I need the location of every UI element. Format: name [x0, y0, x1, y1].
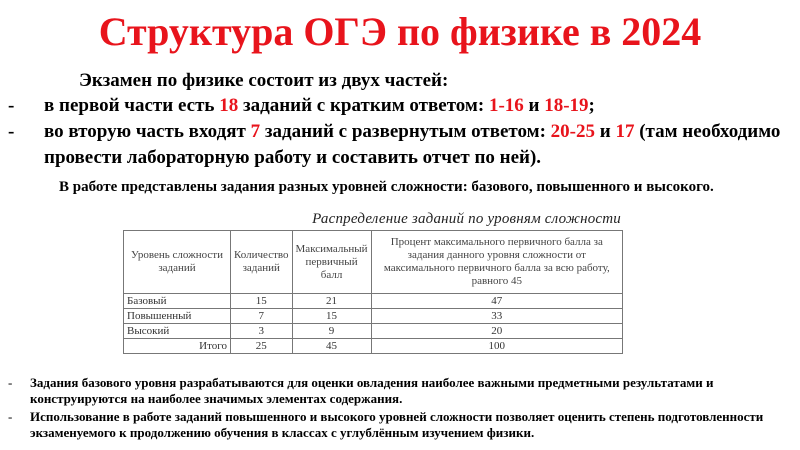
cell-percent: 47	[371, 294, 622, 309]
cell-count: 7	[231, 309, 293, 324]
highlight-range: 1-16	[488, 95, 524, 116]
cell-level: Повышенный	[124, 309, 231, 324]
highlight-count: 18	[219, 95, 239, 116]
list-item	[8, 375, 792, 407]
list-item-part-two	[8, 119, 788, 171]
highlight-range: 17	[615, 121, 635, 142]
cell-count: 15	[231, 294, 293, 309]
difficulty-table	[123, 230, 623, 354]
bullet-dash: -	[8, 409, 13, 424]
cell-level: Итого	[124, 339, 231, 354]
note-text: Использование в работе заданий повышенного и высокого уровней сложности позволяет оценить степень подготовленности экзаменуемого к продолжению обучения в классах с углублённым изучением физики.	[30, 409, 764, 440]
cell-level: Базовый	[124, 294, 231, 309]
bullet-dash: -	[8, 375, 13, 390]
note-text: Задания базового уровня разрабатываются для оценки овладения наиболее важными предметными результатами и конструируются на наиболее значимых элементах содержания.	[30, 375, 714, 406]
highlight-count: 7	[250, 121, 261, 142]
bullet-dash: -	[8, 121, 15, 142]
table-row	[124, 324, 623, 339]
cell-max-score: 21	[292, 294, 371, 309]
text-segment: в первой части есть	[44, 95, 220, 116]
table-caption: Распределение заданий по уровням сложности	[312, 211, 621, 227]
bottom-notes-list	[8, 375, 792, 443]
cell-max-score: 45	[292, 339, 371, 354]
header-level: Уровень сложности заданий	[124, 231, 231, 294]
cell-count: 25	[231, 339, 293, 354]
cell-level: Высокий	[124, 324, 231, 339]
cell-percent: 33	[371, 309, 622, 324]
cell-max-score: 9	[292, 324, 371, 339]
text-segment: и	[594, 121, 616, 142]
bullet-dash: -	[8, 95, 15, 116]
cell-max-score: 15	[292, 309, 371, 324]
highlight-range: 20-25	[550, 121, 595, 142]
text-segment: во вторую часть входят	[44, 121, 251, 142]
difficulty-note: В работе представлены задания разных уровней сложности: базового, повышенного и высокого.	[59, 179, 714, 195]
intro-text: Экзамен по физике состоит из двух частей:	[79, 70, 449, 91]
table-row-total	[124, 339, 623, 354]
header-percent: Процент максимального первичного балла за задания данного уровня сложности от максимального первичного балла за всю работу, равного 45	[371, 231, 622, 294]
highlight-range: 18-19	[544, 95, 589, 116]
text-segment: и	[523, 95, 545, 116]
text-segment: заданий с кратким ответом:	[238, 95, 489, 116]
text-segment: заданий с развернутым ответом:	[260, 121, 551, 142]
table-header-row	[124, 231, 623, 294]
page-title: Структура ОГЭ по физике в 2024	[98, 9, 702, 54]
table-row	[124, 294, 623, 309]
difficulty-table-block	[123, 208, 623, 354]
cell-count: 3	[231, 324, 293, 339]
list-item	[8, 409, 792, 441]
table-row	[124, 309, 623, 324]
text-segment: (там необходимо провести лабораторную работу и составить отчет по ней).	[44, 121, 781, 168]
cell-percent: 20	[371, 324, 622, 339]
text-segment: ;	[588, 95, 595, 116]
cell-percent: 100	[371, 339, 622, 354]
header-max-score: Максимальный первичный балл	[292, 231, 371, 294]
exam-parts-list	[8, 93, 788, 171]
list-item-part-one	[8, 93, 788, 119]
header-count: Количество заданий	[231, 231, 293, 294]
